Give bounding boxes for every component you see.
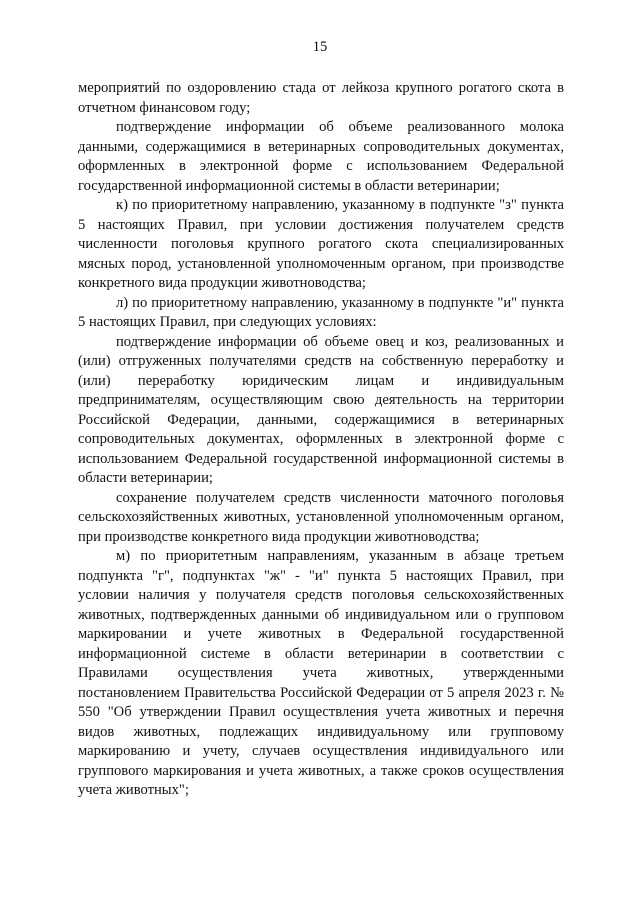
paragraph-continuation: мероприятий по оздоровлению стада от лейкоза крупного рогатого скота в отчетном финансовом году; (78, 80, 564, 116)
paragraph-item-k: к) по приоритетному направлению, указанному в подпункте "з" пункта 5 настоящих Правил, при условии достижения получателем средств численности поголовья крупного рогатого скота специализированных мясных пород, установленной уполномоченным органом, при производстве конкретного вида продукции животноводства; (78, 197, 564, 291)
document-body (78, 79, 564, 801)
paragraph-item-l: л) по приоритетному направлению, указанному в подпункте "и" пункта 5 настоящих Правил, при следующих условиях: (78, 294, 564, 330)
page-number: 15 (312, 39, 328, 55)
paragraph-sheep-goats-confirmation: подтверждение информации об объеме овец и коз, реализованных и (или) отгруженных получателями средств на собственную переработку и (или) переработку юридическим лицам и индивидуальным предпринимателям, осуществляющим свою деятельность на территории Российской Федерации, данными, содержащимися в ветеринарных сопроводительных документах, оформленных в электронной форме с использованием Федеральной государственной информационной системы в области ветеринарии; (78, 333, 564, 486)
paragraph-milk-confirmation: подтверждение информации об объеме реализованного молока данными, содержащимися в ветеринарных сопроводительных документах, оформленных в электронной форме с использованием Федеральной государственной информационной системы в области ветеринарии; (78, 119, 564, 194)
paragraph-item-m: м) по приоритетным направлениям, указанным в абзаце третьем подпункта "г", подпунктах "ж" - "и" пункта 5 настоящих Правил, при условии наличия у получателя средств поголовья сельскохозяйственных животных, подтвержденных данными об индивидуальном или о групповом маркировании и учете животных в Федеральной государственной информационной системе в области ветеринарии в соответствии с Правилами осуществления учета животных, утвержденными постановлением Правительства Российской Федерации от 5 апреля 2023 г. № 550 "Об утверждении Правил осуществления учета животных и перечня видов животных, подлежащих индивидуальному или групповому маркированию и учету, случаев осуществления индивидуального или группового маркирования и учета животных, а также сроков осуществления учета животных"; (78, 548, 564, 798)
paragraph-livestock-retention: сохранение получателем средств численности маточного поголовья сельскохозяйственных животных, установленной уполномоченным органом, при производстве конкретного вида продукции животноводства; (78, 489, 564, 545)
